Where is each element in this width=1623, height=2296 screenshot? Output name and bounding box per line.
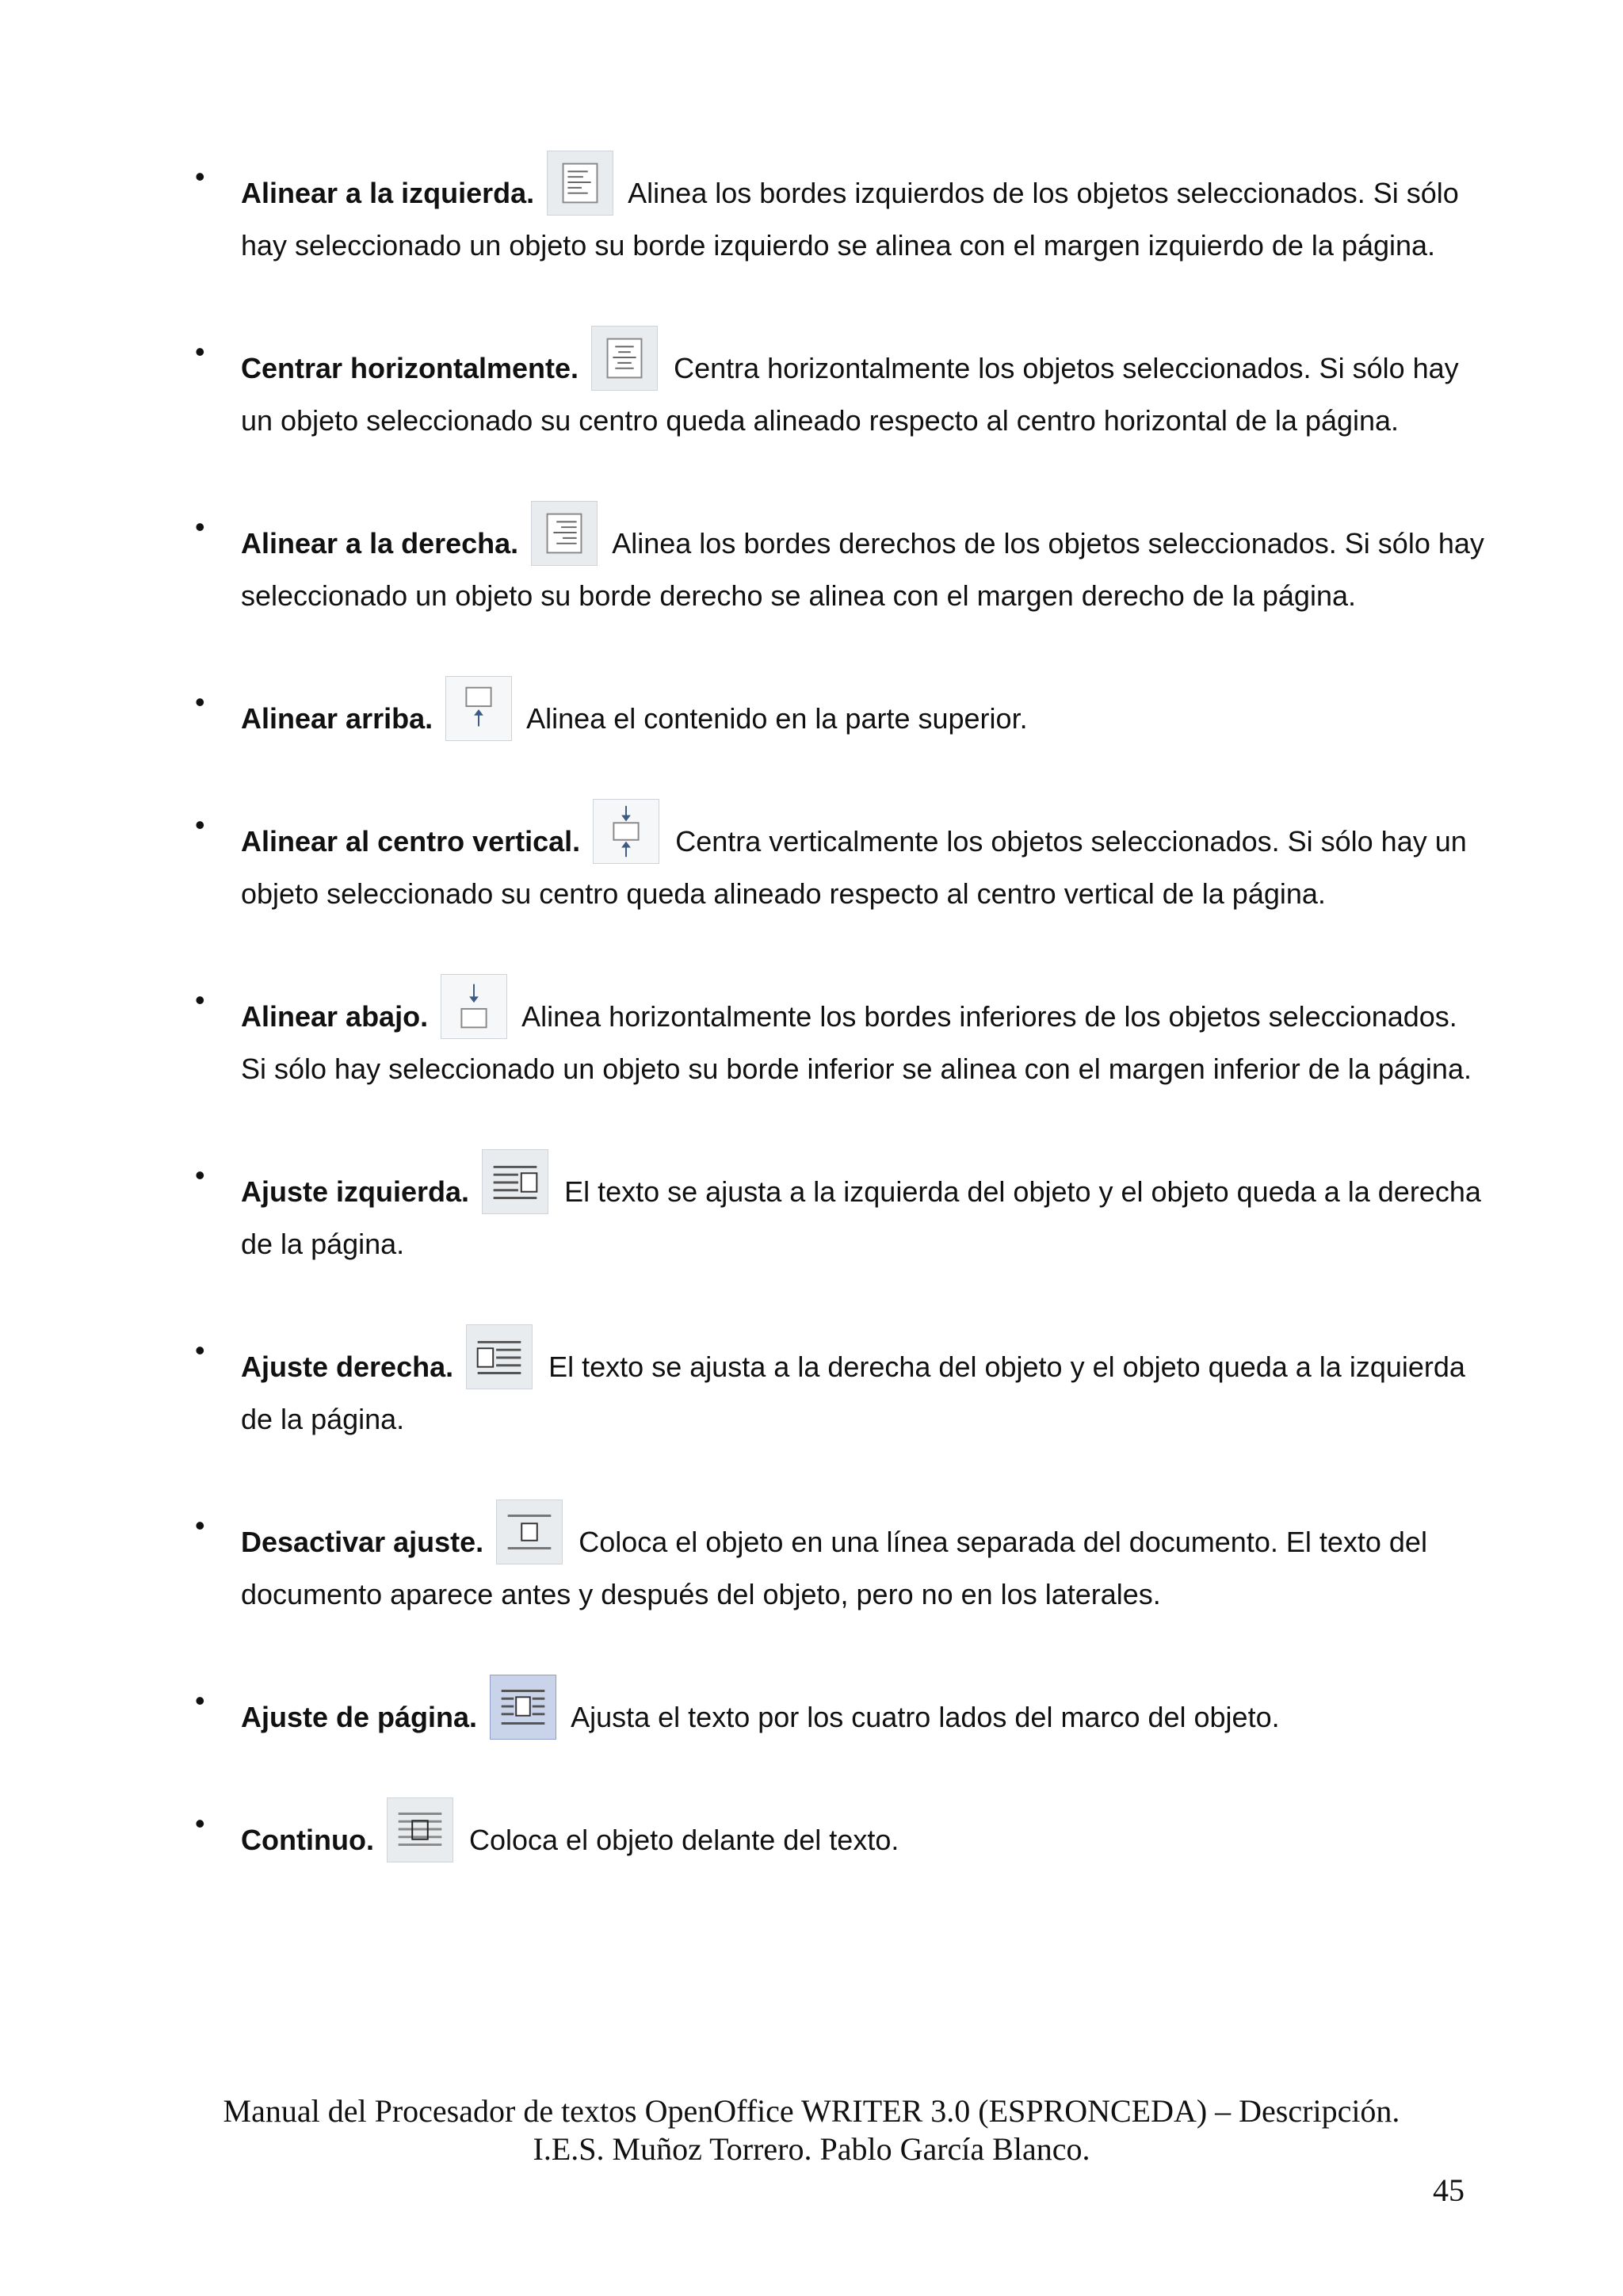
list-item: [190, 974, 1490, 1095]
item-term: Alinear abajo.: [241, 1000, 429, 1033]
list-item: [190, 1499, 1490, 1621]
item-description: Centra horizontalmente los objetos seleccionados. Si sólo hay un objeto seleccionado su centro queda alineado respecto al centro horizontal de la página.: [241, 352, 1459, 437]
wrap-through-icon: [387, 1797, 453, 1862]
bullet: •: [195, 686, 205, 718]
footer-line-2: I.E.S. Muñoz Torrero. Pablo García Blanco.: [533, 2131, 1090, 2167]
wrap-off-icon: [496, 1499, 563, 1564]
bullet: •: [195, 1159, 205, 1191]
list-item: [190, 1797, 1490, 1866]
item-term: Alinear a la derecha.: [241, 527, 519, 560]
list-item: [190, 1149, 1490, 1270]
center-horizontal-icon: [591, 326, 658, 391]
item-term: Ajuste derecha.: [241, 1350, 454, 1383]
item-description: Alinea el contenido en la parte superior.: [526, 702, 1028, 735]
item-description: Alinea los bordes izquierdos de los objetos seleccionados. Si sólo hay seleccionado un objeto su borde izquierdo se alinea con el margen izquierdo de la página.: [241, 177, 1459, 262]
align-bottom-icon: [441, 974, 507, 1039]
wrap-left-icon: [482, 1149, 548, 1214]
align-left-icon: [547, 151, 613, 216]
bullet: •: [195, 984, 205, 1016]
center-vertical-icon: [593, 799, 659, 864]
bullet: •: [195, 1807, 205, 1839]
item-term: Alinear arriba.: [241, 702, 433, 735]
item-term: Ajuste de página.: [241, 1701, 478, 1733]
bullet: •: [195, 1334, 205, 1366]
item-description: Coloca el objeto delante del texto.: [468, 1824, 899, 1856]
align-top-icon: [445, 676, 512, 741]
footer-line-1: Manual del Procesador de textos OpenOffice WRITER 3.0 (ESPRONCEDA) – Descripción.: [223, 2093, 1400, 2129]
list-item: [190, 1675, 1490, 1744]
bullet: •: [195, 1509, 205, 1541]
bullet: •: [195, 510, 205, 543]
bullet: •: [195, 1684, 205, 1717]
item-description: Alinea horizontalmente los bordes inferiores de los objetos seleccionados. Si sólo hay seleccionado un objeto su borde inferior se alinea con el margen inferior de la página.: [241, 1000, 1472, 1085]
list-item: [190, 1324, 1490, 1446]
item-term: Alinear al centro vertical.: [241, 825, 581, 858]
item-description: Coloca el objeto en una línea separada del documento. El texto del documento aparece antes y después del objeto, pero no en los laterales.: [241, 1526, 1427, 1610]
list-item: [190, 799, 1490, 920]
item-term: Desactivar ajuste.: [241, 1526, 484, 1558]
item-description: Alinea los bordes derechos de los objetos seleccionados. Si sólo hay seleccionado un objeto su borde derecho se alinea con el margen derecho de la página.: [241, 527, 1484, 612]
bullet: •: [195, 335, 205, 368]
item-description: El texto se ajusta a la derecha del objeto y el objeto queda a la izquierda de la página.: [241, 1350, 1465, 1435]
item-term: Ajuste izquierda.: [241, 1175, 470, 1208]
list-item: [190, 501, 1490, 622]
align-right-icon: [531, 501, 598, 566]
item-description: Centra verticalmente los objetos seleccionados. Si sólo hay un objeto seleccionado su centro queda alineado respecto al centro vertical de la página.: [241, 825, 1467, 910]
list-item: [190, 676, 1490, 745]
bullet: •: [195, 160, 205, 193]
list-item: [190, 151, 1490, 272]
item-term: Alinear a la izquierda.: [241, 177, 535, 209]
item-term: Centrar horizontalmente.: [241, 352, 579, 384]
item-term: Continuo.: [241, 1824, 374, 1856]
content-list: [190, 151, 1490, 1866]
item-description: Ajusta el texto por los cuatro lados del marco del objeto.: [571, 1701, 1280, 1733]
item-description: El texto se ajusta a la izquierda del objeto y el objeto queda a la derecha de la página.: [241, 1175, 1481, 1260]
wrap-right-icon: [466, 1324, 533, 1389]
wrap-page-icon: [490, 1675, 556, 1740]
bullet: •: [195, 808, 205, 841]
list-item: [190, 326, 1490, 447]
page-number: 45: [1433, 2172, 1465, 2208]
